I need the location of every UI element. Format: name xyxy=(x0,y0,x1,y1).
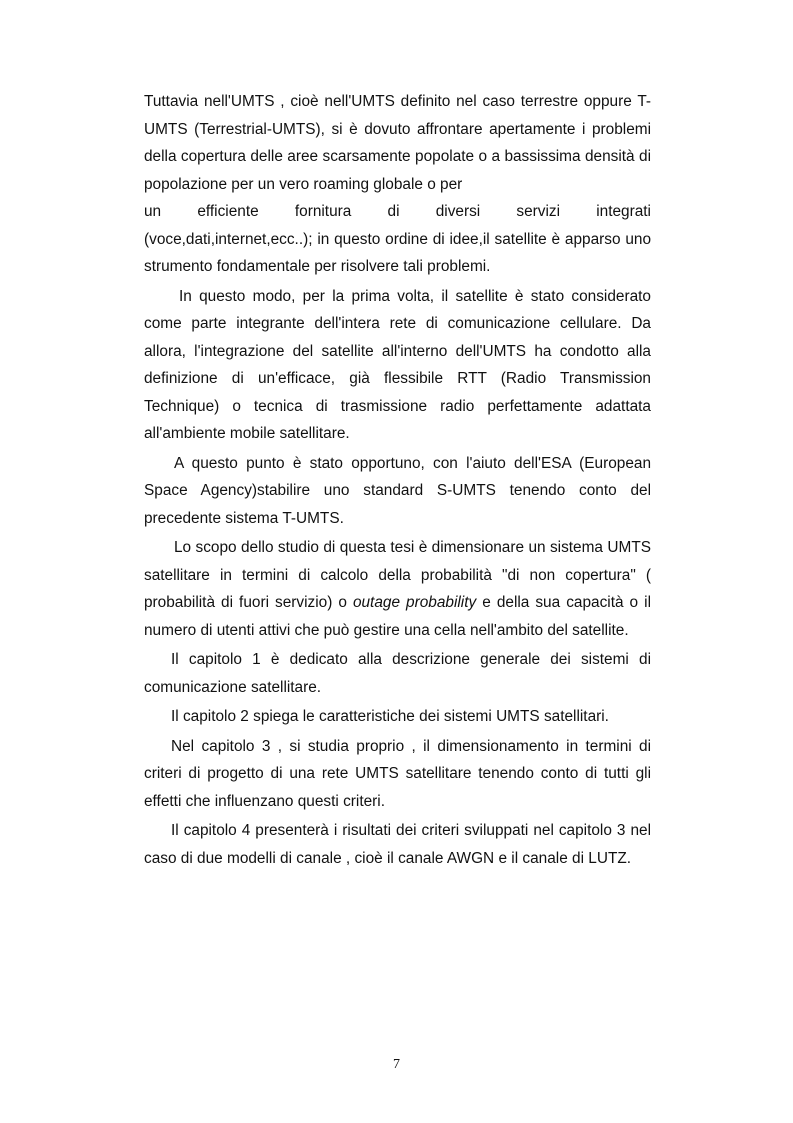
paragraph-1 xyxy=(144,88,651,281)
paragraph-5: Il capitolo 1 è dedicato alla descrizione generale dei sistemi di comunicazione satellitare. xyxy=(144,651,651,696)
spread-word: diversi xyxy=(435,203,481,220)
document-body xyxy=(144,88,651,874)
spread-word: fornitura xyxy=(294,203,352,220)
spread-word: servizi xyxy=(516,203,561,220)
paragraph-1-text-b: (voce,dati,internet,ecc..); in questo ordine di idee,il satellite è apparso uno strumento fondamentale per risolvere tali problemi. xyxy=(144,230,651,275)
paragraph-4-text-a: Lo scopo dello studio di questa tesi è dimensionare un sistema UMTS satellitare in termini di calcolo della probabilità "di non copertura" ( probabilità di fuori servizio) o xyxy=(144,539,651,611)
spread-word: un xyxy=(144,203,162,220)
paragraph-3: A questo punto è stato opportuno, con l'aiuto dell'ESA (European Space Agency)stabilire uno standard S-UMTS tenendo conto del precedente sistema T-UMTS. xyxy=(144,454,651,527)
paragraph-1-spread-line xyxy=(144,198,651,226)
paragraph-7: Nel capitolo 3 , si studia proprio , il dimensionamento in termini di criteri di progetto di una rete UMTS satellitare tenendo conto di tutti gli effetti che influenzano questi criteri. xyxy=(144,737,651,810)
spread-word: integrati xyxy=(596,203,651,220)
paragraph-6: Il capitolo 2 spiega le caratteristiche dei sistemi UMTS satellitari. xyxy=(171,708,609,725)
paragraph-8: Il capitolo 4 presenterà i risultati dei criteri sviluppati nel capitolo 3 nel caso di due modelli di canale , cioè il canale AWGN e il canale di LUTZ. xyxy=(144,822,651,867)
spread-word: efficiente xyxy=(197,203,259,220)
page-number: 7 xyxy=(393,1057,400,1072)
paragraph-4-emphasis: outage probability xyxy=(352,594,477,611)
paragraph-4-text-b: e della sua capacità o il numero di utenti attivi che può gestire una cella nell'ambito del satellite. xyxy=(144,594,651,639)
spread-word: di xyxy=(387,203,400,220)
paragraph-2: In questo modo, per la prima volta, il satellite è stato considerato come parte integrante dell'intera rete di comunicazione cellulare. Da allora, l'integrazione del satellite all'interno dell'UMTS ha condotto alla definizione di un'efficace, già flessibile RTT (Radio Transmission Technique) o tecnica di trasmissione radio perfettamente adattata all'ambiente mobile satellitare. xyxy=(144,287,651,442)
paragraph-4 xyxy=(144,534,651,644)
paragraph-1-text-a: Tuttavia nell'UMTS , cioè nell'UMTS definito nel caso terrestre oppure T-UMTS (Terrestrial-UMTS), si è dovuto affrontare apertamente i problemi della copertura delle aree scarsamente popolate o a bassissima densità di popolazione per un vero roaming globale o per xyxy=(144,93,651,193)
